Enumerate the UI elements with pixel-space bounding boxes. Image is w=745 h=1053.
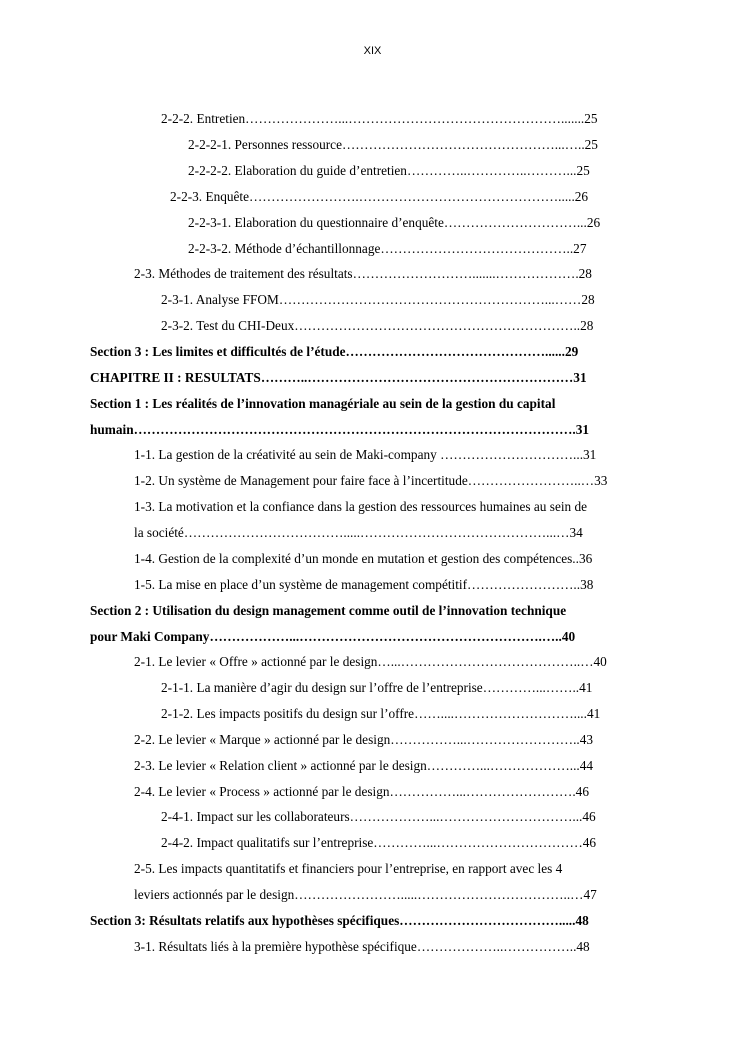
toc-entry-2-2: 2-2. Le levier « Marque » actionné par le design……………...……………………..43	[134, 732, 594, 747]
toc-entry-2-5-line-2: leviers actionnés par le design…………………….....……………………………..…47	[134, 887, 597, 902]
toc-entry-2-3-relation: 2-3. Le levier « Relation client » actionné par le design…………...………………...44	[134, 758, 594, 773]
toc-entry-2-2-3: 2-2-3. Enquête…………………….……………………………………….....26	[170, 189, 589, 204]
toc-entry-1-3-line-2: la société……………………………….....……………………………………...…34	[134, 525, 583, 540]
toc-entry-2-3-2: 2-3-2. Test du CHI-Deux………………………………………………………..28	[161, 318, 594, 333]
toc-entry-2-1-1: 2-1-1. La manière d’agir du design sur l’offre de l’entreprise…………...……..41	[161, 680, 593, 695]
page-number: XIX	[363, 45, 382, 57]
toc-entry-2-3: 2-3. Méthodes de traitement des résultats……………………….......……………….28	[134, 266, 592, 281]
toc-entry-2-2-2: 2-2-2. Entretien…………………...………………………………………….......25	[161, 111, 598, 126]
toc-entry-section-2-line-2: pour Maki Company………………...……………………………………………….…..40	[90, 629, 576, 644]
toc-entry-section-3-resultats: Section 3: Résultats relatifs aux hypothèses spécifiques……………………………….....48	[90, 913, 589, 928]
toc-entry-chapitre-2: CHAPITRE II : RESULTATS………..……………………………………………………31	[90, 370, 587, 385]
toc-entry-2-4-2: 2-4-2. Impact qualitatifs sur l’entreprise…………...……………………………46	[161, 835, 597, 850]
toc-entry-2-5-line-1: 2-5. Les impacts quantitatifs et financiers pour l’entreprise, en rapport avec les 4	[134, 861, 563, 876]
toc-entry-2-4: 2-4. Le levier « Process » actionné par le design……………...…………………….46	[134, 784, 589, 799]
toc-entry-2-4-1: 2-4-1. Impact sur les collaborateurs………………...…………………………...46	[161, 809, 596, 824]
toc-entry-1-1: 1-1. La gestion de la créativité au sein de Maki-company …………………………...31	[134, 447, 597, 462]
toc-entry-section-1-line-2: humain……………………………………………………………………………………….31	[90, 422, 590, 437]
toc-entry-2-1-2: 2-1-2. Les impacts positifs du design sur l’offre……....………………………....41	[161, 706, 601, 721]
toc-entry-2-2-2-1: 2-2-2-1. Personnes ressource…………………………………………...…..25	[188, 137, 598, 152]
toc-entry-2-2-3-1: 2-2-3-1. Elaboration du questionnaire d’enquête…………………………...26	[188, 215, 601, 230]
toc-entry-section-3-limites: Section 3 : Les limites et difficultés de l’étude………………………………………......29	[90, 344, 579, 359]
toc-entry-section-2-line-1: Section 2 : Utilisation du design management comme outil de l’innovation technique	[90, 603, 567, 618]
toc-entry-2-2-2-2: 2-2-2-2. Elaboration du guide d’entretien…………..…………..………...25	[188, 163, 590, 178]
toc-entry-1-4: 1-4. Gestion de la complexité d’un monde en mutation et gestion des compétences..36	[134, 551, 593, 566]
toc-entry-3-1: 3-1. Résultats liés à la première hypothèse spécifique………………..……………..48	[134, 939, 590, 954]
toc-entry-1-5: 1-5. La mise en place d’un système de management compétitif……………………..38	[134, 577, 594, 592]
toc-entry-1-3-line-1: 1-3. La motivation et la confiance dans la gestion des ressources humaines au sein de	[134, 499, 588, 514]
toc-entry-section-1-line-1: Section 1 : Les réalités de l’innovation managériale au sein de la gestion du capital	[90, 396, 556, 411]
toc-entry-2-2-3-2: 2-2-3-2. Méthode d’échantillonnage……………………………………..27	[188, 241, 587, 256]
toc-entry-1-2: 1-2. Un système de Management pour faire face à l’incertitude……………………..…33	[134, 473, 608, 488]
toc-entry-2-3-1: 2-3-1. Analyse FFOM……………………………………………………...……28	[161, 292, 595, 307]
toc-entry-2-1: 2-1. Le levier « Offre » actionné par le design…...…………………………………..…40	[134, 654, 607, 669]
